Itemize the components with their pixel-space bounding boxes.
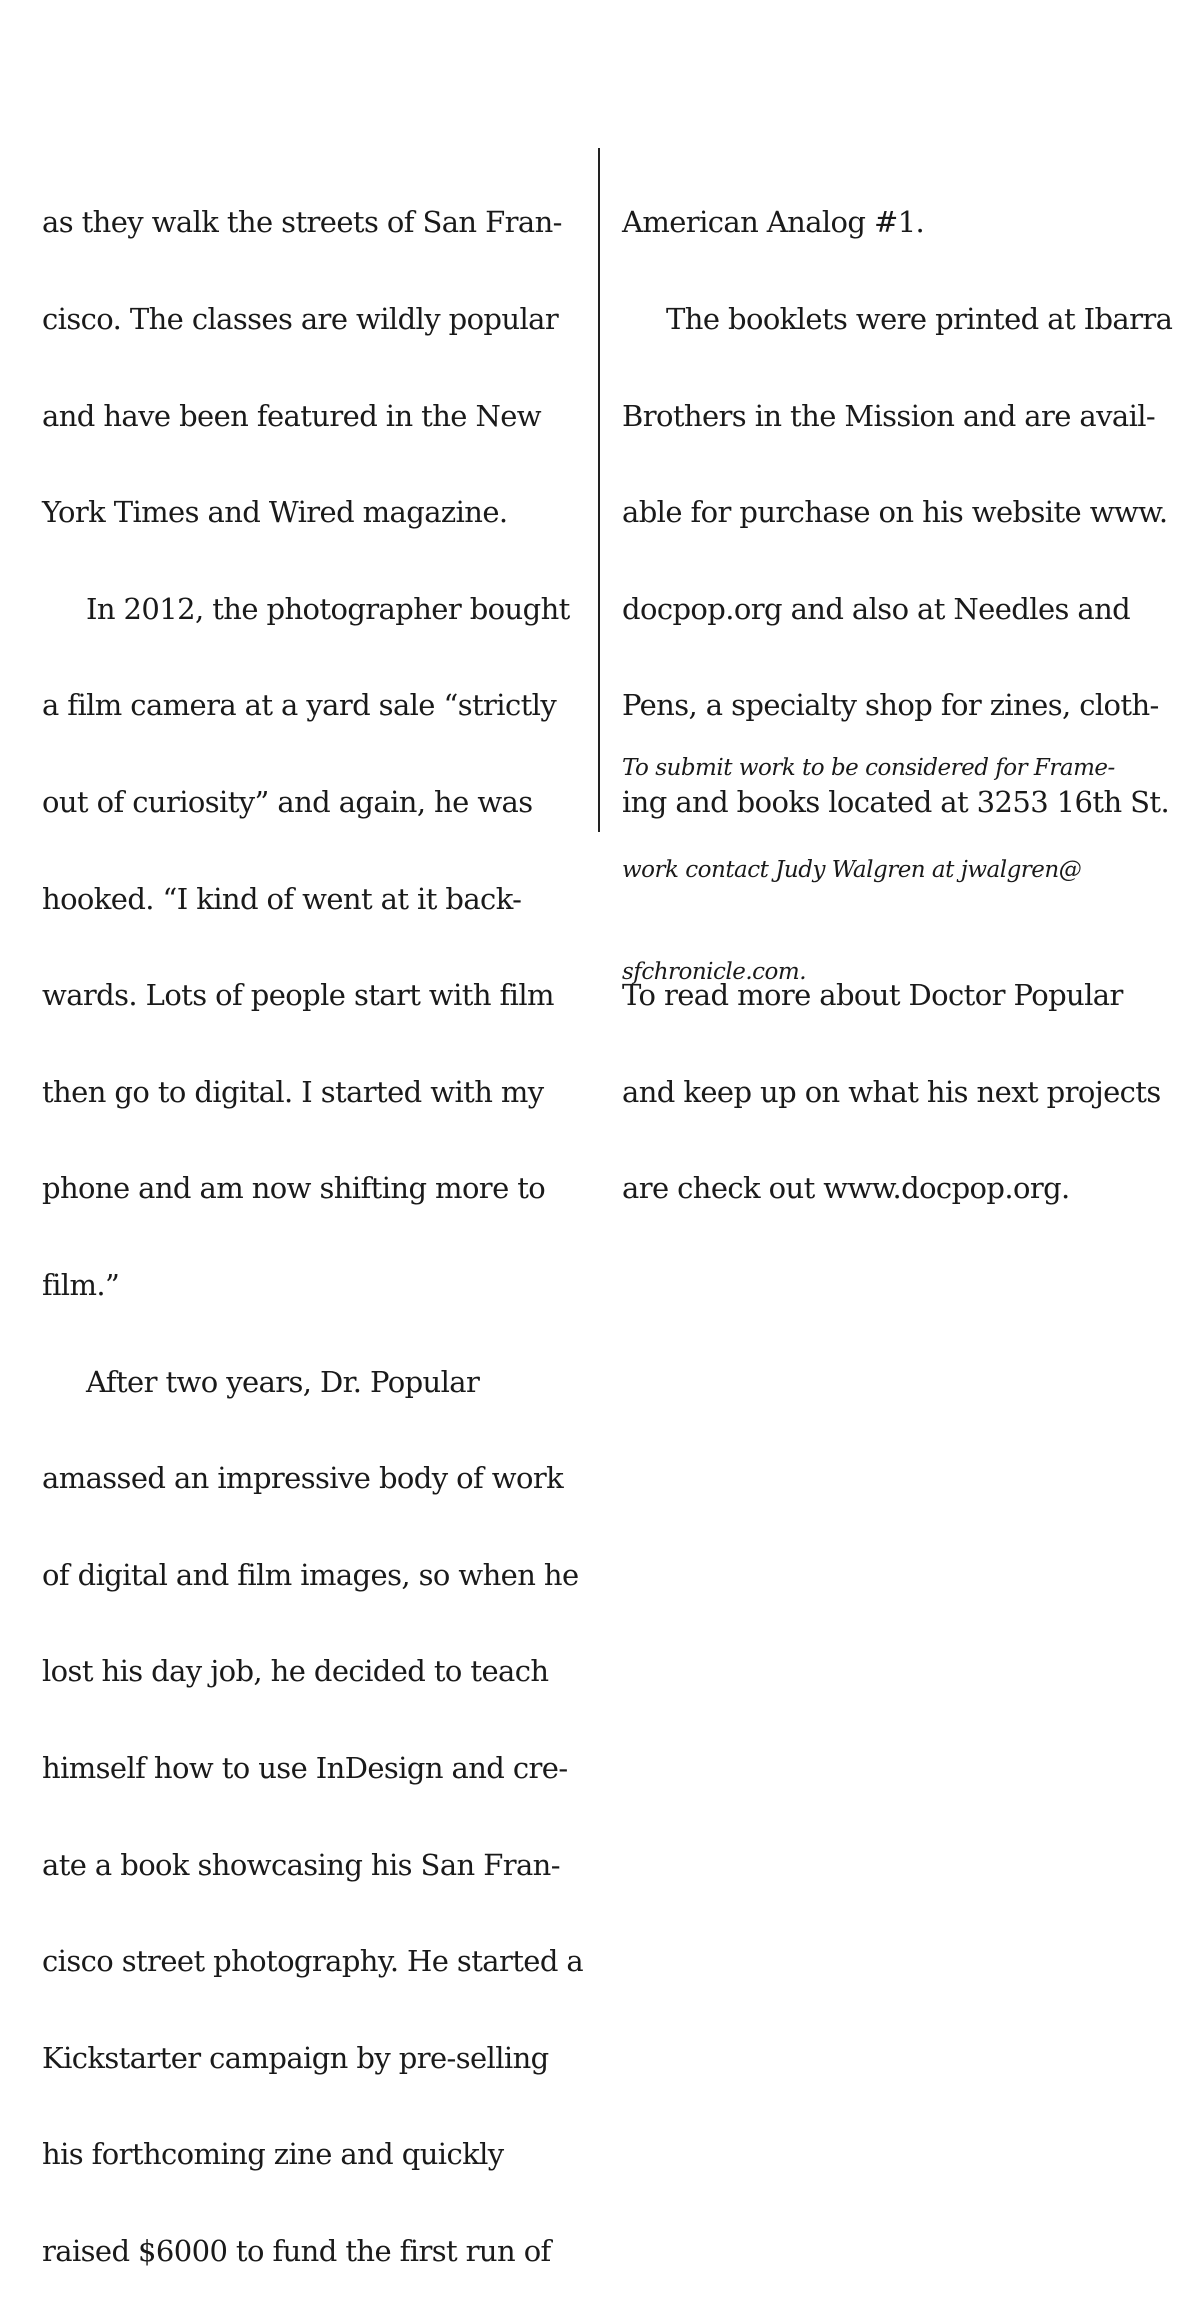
submission-note — [622, 683, 1182, 1023]
body-line: raised $6000 to fund the first run of — [42, 2233, 551, 2268]
body-line: phone and am now shifting more to — [42, 1171, 546, 1206]
note-line: sfchronicle.com. — [622, 959, 807, 985]
body-line: a film camera at a yard sale “strictly — [42, 688, 557, 723]
body-line: Kickstarter campaign by pre-selling — [42, 2040, 549, 2075]
body-line: hooked. “I kind of went at it back- — [42, 881, 522, 916]
body-line: lost his day job, he decided to teach — [42, 1654, 549, 1689]
body-line: Pens, a specialty shop for zines, cloth- — [622, 688, 1159, 723]
body-line: of digital and film images, so when he — [42, 1557, 579, 1592]
body-line: York Times and Wired magazine. — [42, 495, 508, 530]
body-line: his forthcoming zine and quickly — [42, 2137, 504, 2172]
body-line: himself how to use InDesign and cre- — [42, 1750, 568, 1785]
body-line: are check out www.docpop.org. — [622, 1171, 1070, 1206]
body-line: After two years, Dr. Popular — [86, 1364, 480, 1399]
body-line: ate a book showcasing his San Fran- — [42, 1847, 560, 1882]
body-line: and have been featured in the New — [42, 398, 542, 433]
body-line: To read more about Doctor Popular — [622, 978, 1123, 1013]
body-line: cisco. The classes are wildly popular — [42, 302, 559, 336]
body-line: ing and books located at 3253 16th St. — [622, 784, 1170, 819]
body-line: amassed an impressive body of work — [42, 1461, 564, 1496]
note-line: work contact Judy Walgren at jwalgren@ — [622, 857, 1082, 883]
body-line: In 2012, the photographer bought — [86, 591, 570, 626]
body-line: docpop.org and also at Needles and — [622, 591, 1131, 626]
body-line: film.” — [42, 1267, 120, 1302]
left-column — [42, 142, 590, 2299]
body-line: as they walk the streets of San Fran- — [42, 205, 562, 240]
body-line: Brothers in the Mission and are avail- — [622, 398, 1156, 433]
note-line: To submit work to be considered for Frame- — [622, 755, 1115, 781]
body-line: able for purchase on his website www. — [622, 495, 1168, 530]
body-line: out of curiosity” and again, he was — [42, 784, 533, 819]
body-line: wards. Lots of people start with film — [42, 978, 554, 1013]
body-line: cisco street photography. He started a — [42, 1944, 584, 1979]
column-divider — [598, 148, 600, 832]
body-line: then go to digital. I started with my — [42, 1074, 544, 1109]
body-line: The booklets were printed at Ibarra — [666, 302, 1173, 336]
body-line: and keep up on what his next projects — [622, 1074, 1161, 1109]
body-line: American Analog #1. — [622, 205, 925, 240]
